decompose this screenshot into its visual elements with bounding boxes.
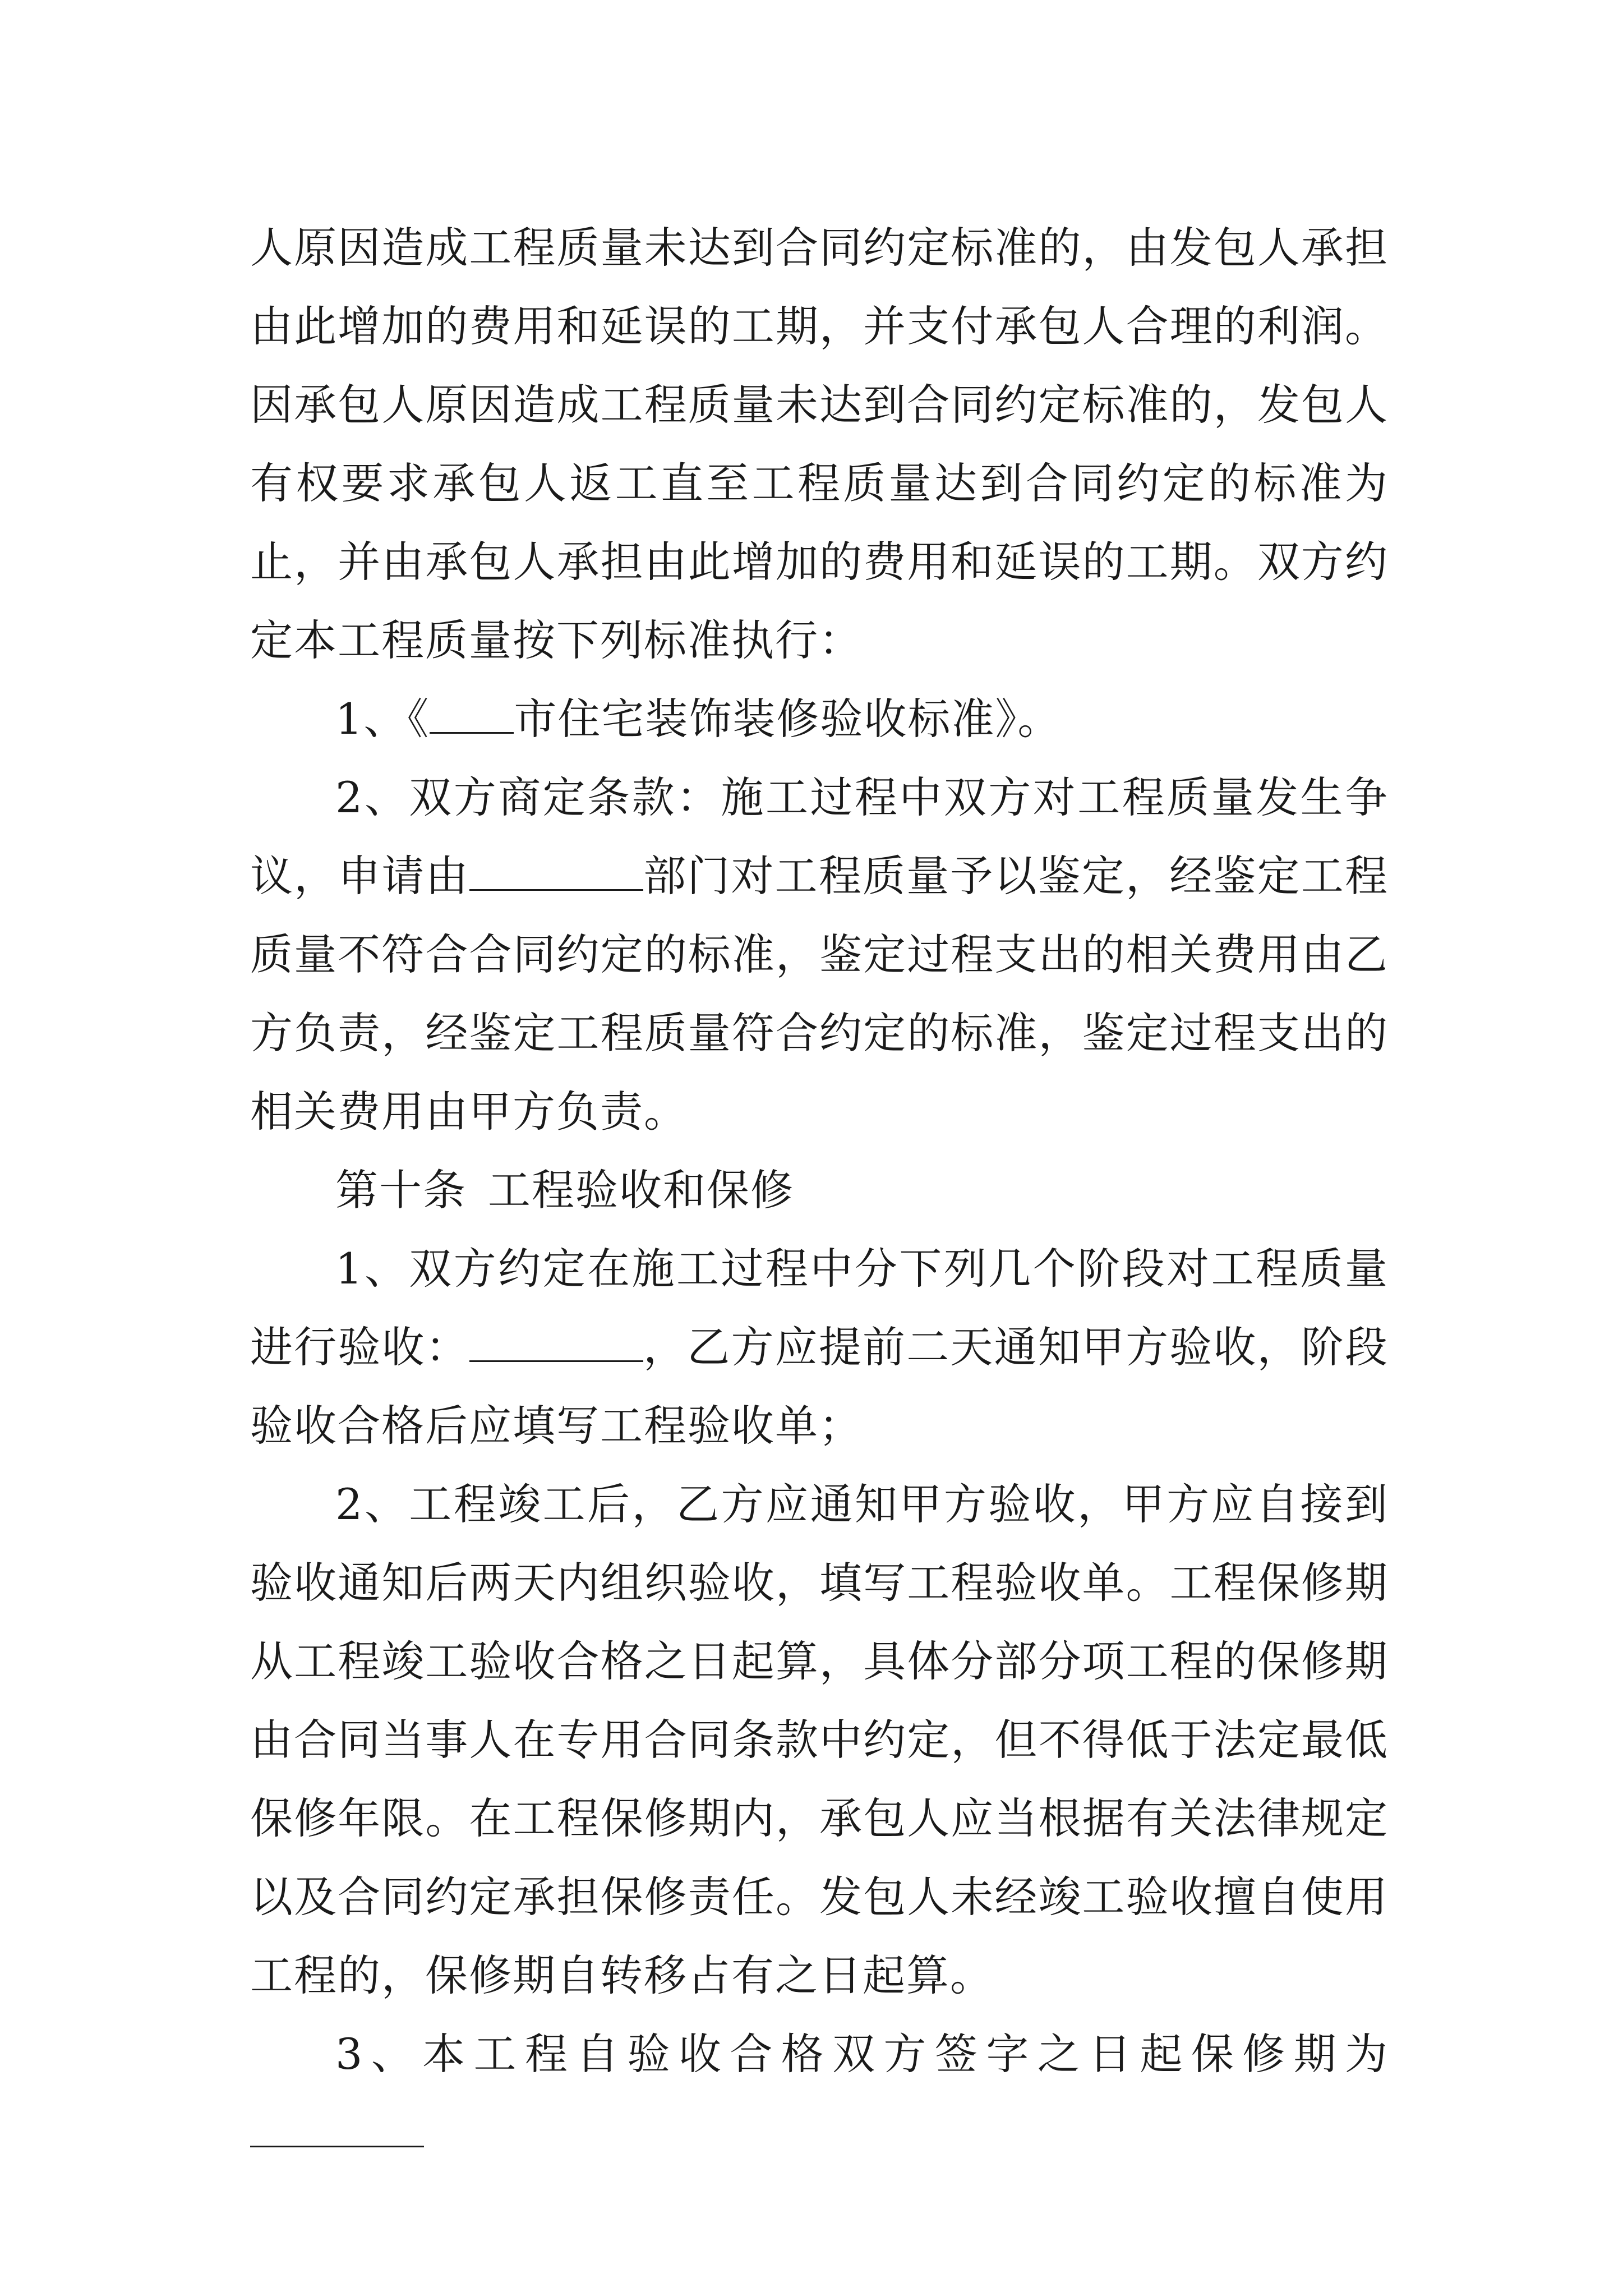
acceptance-item-1-prefix: 1、双方约定在施工过程中分下列几个阶段对工程质量进行验收： <box>250 1244 1389 1372</box>
standard-item-1 <box>250 680 1389 758</box>
acceptance-item-1-suffix: ，乙方应提前二天通知甲方验收，阶段验收合格后应填写工程验收单； <box>250 1322 1389 1451</box>
acceptance-item-3 <box>250 2015 1389 2172</box>
city-name-blank <box>430 685 514 734</box>
acceptance-item-3-prefix: 3、本工程自验收合格双方签字之日起保修期为 <box>335 2029 1389 2079</box>
standard-item-1-suffix: 市住宅装饰装修验收标准》。 <box>514 694 1062 744</box>
acceptance-item-2: 2、工程竣工后，乙方应通知甲方验收，甲方应自接到验收通知后两天内组织验收，填写工程验收单。工程保修期从工程竣工验收合格之日起算，具体分部分项工程的保修期由合同当事人在专用合同条款中约定，但不得低于法定最低保修年限。在工程保修期内，承包人应当根据有关法律规定以及合同约定承担保修责任。发包人未经竣工验收擅自使用工程的，保修期自转移占有之日起算。 <box>250 1479 1389 2000</box>
contract-body <box>250 209 1389 2172</box>
standard-item-2-suffix: 部门对工程质量予以鉴定，经鉴定工程质量不符合合同约定的标准，鉴定过程支出的相关费用由乙方负责，经鉴定工程质量符合约定的标准，鉴定过程支出的相关费用由甲方负责。 <box>250 851 1389 1137</box>
standard-item-1-prefix: 1、《 <box>335 694 430 744</box>
warranty-period-blank <box>250 2099 424 2147</box>
appraisal-department-blank <box>469 842 643 891</box>
acceptance-stages-blank <box>469 1313 643 1362</box>
article-title: 工程验收和保修 <box>488 1165 794 1215</box>
article-number: 第十条 <box>335 1165 467 1215</box>
standard-item-2 <box>250 758 1389 1151</box>
standard-item-2-prefix: 2、双方商定条款：施工过程中双方对工程质量发生争议，申请由 <box>250 772 1389 901</box>
article-10-heading <box>250 1151 1389 1230</box>
acceptance-item-1 <box>250 1230 1389 1465</box>
quality-responsibility-paragraph: 人原因造成工程质量未达到合同约定标准的，由发包人承担由此增加的费用和延误的工期，并支付承包人合理的利润。因承包人原因造成工程质量未达到合同约定标准的，发包人有权要求承包人返工直至工程质量达到合同约定的标准为止，并由承包人承担由此增加的费用和延误的工期。双方约定本工程质量按下列标准执行： <box>250 223 1389 665</box>
